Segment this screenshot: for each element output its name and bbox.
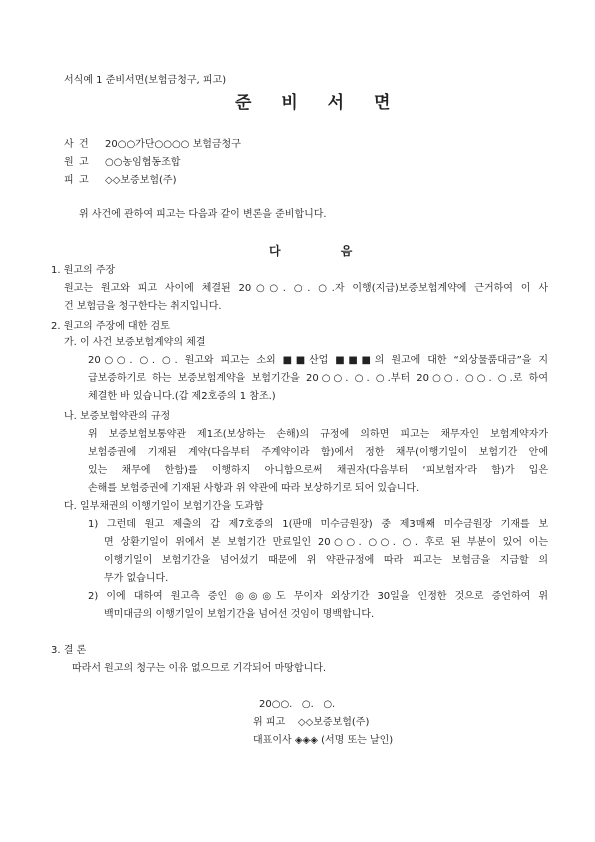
subsection-a-line: 체결한 바 있습니다.(갑 제2호증의 1 참조.) xyxy=(88,391,276,402)
form-label: 서식예 1 준비서면(보험금청구, 피고) xyxy=(64,75,227,86)
intro-paragraph: 위 사건에 관하여 피고는 다음과 같이 변론을 준비합니다. xyxy=(79,209,327,220)
defendant-value: ◇◇보증보험(주) xyxy=(105,175,177,186)
item-2-line: 백미대금의 이행기일이 보험기간을 넘어선 것임이 명백합니다. xyxy=(104,609,375,620)
plaintiff-value: ○○농임협동조합 xyxy=(105,157,181,168)
plaintiff-label-b: 고 xyxy=(79,157,89,168)
item-2-line: 2) 이에 대하여 원고측 증인 ◎◎◎도 무이자 외상기간 30일을 인정한 것으로 증언하여 위 xyxy=(88,591,548,602)
section-heading: 다 음 xyxy=(269,244,381,258)
subsection-b-line: 보험증권에 기재된 계약(다음부터 주계약이라 함)에서 정한 채무(이행기일이 보험기간 안에 xyxy=(88,447,548,458)
subsection-a-line: 급보증하기로 하는 보증보험계약을 보험기간을 20○○. ○. ○.부터 20○○. ○○. ○.로 하여 xyxy=(88,373,548,384)
section-3-title: 3. 결 론 xyxy=(51,645,87,656)
section-1-title: 1. 원고의 주장 xyxy=(51,265,116,276)
signature-representative: 대표이사 ◈◈◈ (서명 또는 날인) xyxy=(253,735,394,746)
defendant-label-a: 피 xyxy=(64,175,74,186)
defendant-label-b: 고 xyxy=(79,175,89,186)
document-title: 준 비 서 면 xyxy=(235,93,403,113)
case-value: 20○○가단○○○○ 보험금청구 xyxy=(105,139,241,150)
item-1-line: 무가 없습니다. xyxy=(104,573,169,584)
document-date: 20○○. ○. ○. xyxy=(259,699,336,710)
subsection-a-title: 가. 이 사건 보증보험계약의 체결 xyxy=(64,337,206,348)
section-2-title: 2. 원고의 주장에 대한 검토 xyxy=(51,321,170,332)
subsection-b-line: 손해를 보험증권에 기재된 사항과 위 약관에 따라 보상하기로 되어 있습니다. xyxy=(88,483,420,494)
signature-party: 위 피고 ◇◇보증보험(주) xyxy=(253,717,370,728)
plaintiff-label-a: 원 xyxy=(64,157,74,168)
section-1-line: 원고는 원고와 피고 사이에 체결된 20○○. ○. ○.자 이행(지급)보증보험계약에 근거하여 이 사 xyxy=(64,283,548,294)
section-1-line: 건 보험금을 청구한다는 취지입니다. xyxy=(64,301,222,312)
subsection-b-title: 나. 보증보험약관의 규정 xyxy=(64,411,171,422)
case-label-a: 사 xyxy=(64,139,74,150)
case-label-b: 건 xyxy=(79,139,89,150)
conclusion-line: 따라서 원고의 청구는 이유 없으므로 기각되어 마땅합니다. xyxy=(72,663,327,674)
item-1-line: 이행기일이 보험기간을 넘어섰기 때문에 위 약관규정에 따라 피고는 보험금을 지급할 의 xyxy=(104,555,548,566)
item-1-line: 1) 그런데 원고 제출의 갑 제7호증의 1(판매 미수금원장) 중 제3매째 미수금원장 기재를 보 xyxy=(88,519,548,530)
item-1-line: 면 상환기일이 위에서 본 보험기간 만료일인 20○○. ○○. ○. 후로 된 부분이 있어 이는 xyxy=(104,537,548,548)
subsection-a-line: 20○○. ○. ○. 원고와 피고는 소외 ■■산업 ■■■의 원고에 대한 “외상물품대금”을 지 xyxy=(88,355,548,366)
subsection-b-line: 위 보증보험보통약관 제1조(보상하는 손해)의 규정에 의하면 피고는 채무자인 보험계약자가 xyxy=(88,429,548,440)
subsection-b-line: 있는 채무에 한함)를 이행하지 아니함으로써 채권자(다음부터 ‘피보험자’라 함)가 입은 xyxy=(88,465,548,476)
subsection-c-title: 다. 일부채권의 이행기일이 보험기간을 도과함 xyxy=(64,501,264,512)
